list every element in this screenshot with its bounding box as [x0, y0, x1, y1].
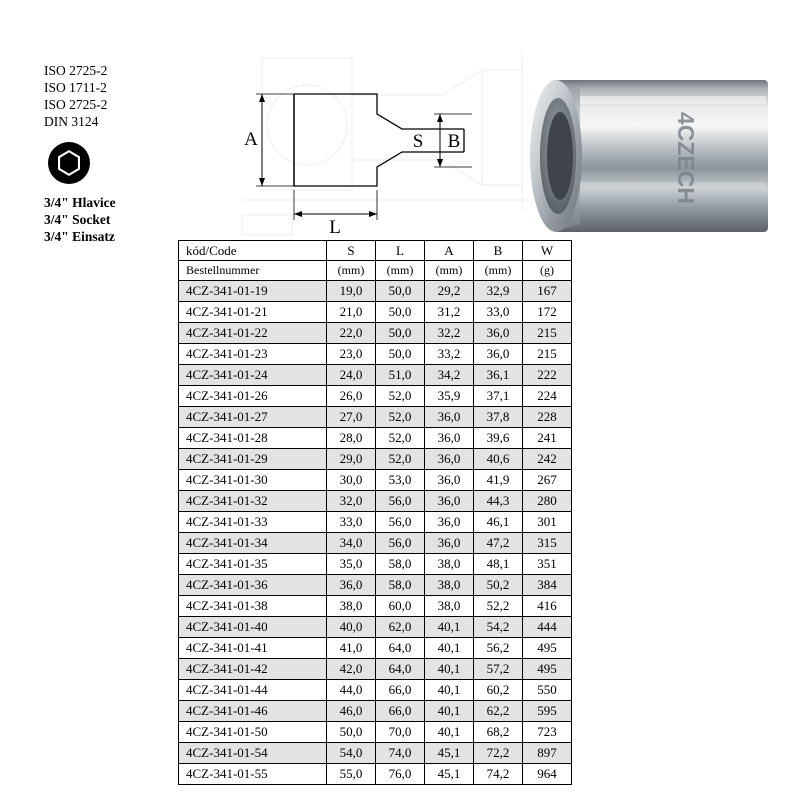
table-row[interactable]	[179, 743, 572, 764]
cell-a: 40,1	[425, 617, 474, 638]
standard-line: ISO 2725-2	[44, 63, 108, 78]
cell-b: 39,6	[474, 428, 523, 449]
cell-l: 60,0	[376, 596, 425, 617]
cell-w: 384	[523, 575, 572, 596]
cell-code: 4CZ-341-01-32	[179, 491, 327, 512]
cell-code: 4CZ-341-01-26	[179, 386, 327, 407]
cell-s: 34,0	[327, 533, 376, 554]
cell-l: 50,0	[376, 302, 425, 323]
header-b: B	[474, 241, 523, 261]
cell-w: 222	[523, 365, 572, 386]
cell-w: 351	[523, 554, 572, 575]
header-code: kód/Code	[179, 241, 327, 261]
cell-b: 36,1	[474, 365, 523, 386]
header-code-sub: Bestellnummer	[179, 261, 327, 281]
cell-a: 36,0	[425, 407, 474, 428]
table-row[interactable]	[179, 680, 572, 701]
cell-a: 45,1	[425, 743, 474, 764]
header-a: A	[425, 241, 474, 261]
cell-l: 51,0	[376, 365, 425, 386]
table-row[interactable]	[179, 701, 572, 722]
cell-w: 242	[523, 449, 572, 470]
cell-s: 36,0	[327, 575, 376, 596]
cell-code: 4CZ-341-01-50	[179, 722, 327, 743]
cell-a: 33,2	[425, 344, 474, 365]
cell-w: 964	[523, 764, 572, 785]
cell-w: 897	[523, 743, 572, 764]
cell-l: 58,0	[376, 554, 425, 575]
cell-w: 550	[523, 680, 572, 701]
dimension-label-s: S	[412, 131, 424, 152]
table-row[interactable]	[179, 659, 572, 680]
table-row[interactable]	[179, 533, 572, 554]
cell-b: 57,2	[474, 659, 523, 680]
standard-line: ISO 2725-2	[44, 97, 108, 112]
cell-w: 315	[523, 533, 572, 554]
cell-code: 4CZ-341-01-46	[179, 701, 327, 722]
cell-w: 215	[523, 344, 572, 365]
cell-s: 29,0	[327, 449, 376, 470]
cell-w: 267	[523, 470, 572, 491]
specifications-table	[178, 240, 572, 785]
cell-w: 444	[523, 617, 572, 638]
cell-a: 40,1	[425, 680, 474, 701]
product-title-de: 3/4" Einsatz	[44, 229, 115, 244]
cell-a: 36,0	[425, 449, 474, 470]
product-title-en: 3/4" Socket	[44, 212, 111, 227]
cell-code: 4CZ-341-01-35	[179, 554, 327, 575]
standards-block	[44, 62, 174, 245]
cell-b: 72,2	[474, 743, 523, 764]
cell-a: 40,1	[425, 722, 474, 743]
cell-l: 50,0	[376, 323, 425, 344]
cell-l: 56,0	[376, 533, 425, 554]
table-row[interactable]	[179, 407, 572, 428]
cell-l: 52,0	[376, 428, 425, 449]
cell-l: 70,0	[376, 722, 425, 743]
cell-l: 50,0	[376, 281, 425, 302]
cell-a: 40,1	[425, 638, 474, 659]
cell-l: 64,0	[376, 659, 425, 680]
table-row[interactable]	[179, 764, 572, 785]
cell-b: 33,0	[474, 302, 523, 323]
cell-code: 4CZ-341-01-55	[179, 764, 327, 785]
cell-s: 46,0	[327, 701, 376, 722]
table-row[interactable]	[179, 302, 572, 323]
cell-w: 215	[523, 323, 572, 344]
cell-w: 595	[523, 701, 572, 722]
product-photo	[510, 66, 772, 234]
cell-b: 52,2	[474, 596, 523, 617]
cell-w: 301	[523, 512, 572, 533]
cell-s: 23,0	[327, 344, 376, 365]
cell-l: 52,0	[376, 449, 425, 470]
cell-l: 56,0	[376, 512, 425, 533]
cell-l: 66,0	[376, 701, 425, 722]
table-row[interactable]	[179, 512, 572, 533]
table-row[interactable]	[179, 722, 572, 743]
cell-s: 33,0	[327, 512, 376, 533]
cell-w: 495	[523, 638, 572, 659]
header-a-unit: (mm)	[425, 261, 474, 281]
cell-b: 37,1	[474, 386, 523, 407]
cell-code: 4CZ-341-01-23	[179, 344, 327, 365]
cell-code: 4CZ-341-01-36	[179, 575, 327, 596]
cell-s: 30,0	[327, 470, 376, 491]
cell-l: 52,0	[376, 386, 425, 407]
cell-s: 24,0	[327, 365, 376, 386]
cell-l: 74,0	[376, 743, 425, 764]
cell-s: 55,0	[327, 764, 376, 785]
cell-a: 38,0	[425, 596, 474, 617]
cell-a: 29,2	[425, 281, 474, 302]
cell-a: 32,2	[425, 323, 474, 344]
cell-b: 50,2	[474, 575, 523, 596]
cell-a: 31,2	[425, 302, 474, 323]
cell-b: 47,2	[474, 533, 523, 554]
cell-a: 36,0	[425, 533, 474, 554]
table-row[interactable]	[179, 554, 572, 575]
cell-w: 241	[523, 428, 572, 449]
header-s: S	[327, 241, 376, 261]
header-w: W	[523, 241, 572, 261]
dimension-label-l: L	[329, 217, 341, 233]
cell-code: 4CZ-341-01-42	[179, 659, 327, 680]
cell-code: 4CZ-341-01-19	[179, 281, 327, 302]
cell-b: 41,9	[474, 470, 523, 491]
cell-code: 4CZ-341-01-22	[179, 323, 327, 344]
table-row[interactable]	[179, 344, 572, 365]
header-l-unit: (mm)	[376, 261, 425, 281]
cell-code: 4CZ-341-01-28	[179, 428, 327, 449]
cell-s: 42,0	[327, 659, 376, 680]
cell-s: 50,0	[327, 722, 376, 743]
cell-code: 4CZ-341-01-27	[179, 407, 327, 428]
table-row[interactable]	[179, 617, 572, 638]
dimension-label-a: A	[244, 129, 258, 150]
table-header-row-top	[179, 241, 572, 261]
cell-w: 172	[523, 302, 572, 323]
cell-b: 60,2	[474, 680, 523, 701]
cell-w: 224	[523, 386, 572, 407]
cell-l: 62,0	[376, 617, 425, 638]
cell-l: 53,0	[376, 470, 425, 491]
cell-w: 495	[523, 659, 572, 680]
cell-s: 21,0	[327, 302, 376, 323]
cell-l: 56,0	[376, 491, 425, 512]
cell-a: 38,0	[425, 575, 474, 596]
cell-a: 36,0	[425, 491, 474, 512]
cell-l: 58,0	[376, 575, 425, 596]
product-title-cs: 3/4" Hlavice	[44, 195, 116, 210]
table-row[interactable]	[179, 449, 572, 470]
cell-b: 36,0	[474, 323, 523, 344]
cell-code: 4CZ-341-01-30	[179, 470, 327, 491]
cell-a: 36,0	[425, 512, 474, 533]
standard-line: DIN 3124	[44, 114, 99, 129]
header-b-unit: (mm)	[474, 261, 523, 281]
cell-b: 32,9	[474, 281, 523, 302]
cell-s: 26,0	[327, 386, 376, 407]
cell-s: 38,0	[327, 596, 376, 617]
photo-brand-text: 4CZECH	[673, 111, 699, 205]
cell-s: 35,0	[327, 554, 376, 575]
cell-b: 54,2	[474, 617, 523, 638]
cell-b: 40,6	[474, 449, 523, 470]
table-row[interactable]	[179, 323, 572, 344]
table-row[interactable]	[179, 491, 572, 512]
cell-w: 167	[523, 281, 572, 302]
table-row[interactable]	[179, 365, 572, 386]
cell-w: 416	[523, 596, 572, 617]
cell-b: 46,1	[474, 512, 523, 533]
cell-code: 4CZ-341-01-54	[179, 743, 327, 764]
cell-code: 4CZ-341-01-44	[179, 680, 327, 701]
cell-code: 4CZ-341-01-40	[179, 617, 327, 638]
cell-b: 37,8	[474, 407, 523, 428]
table-row[interactable]	[179, 596, 572, 617]
cell-w: 723	[523, 722, 572, 743]
cell-b: 56,2	[474, 638, 523, 659]
cell-code: 4CZ-341-01-34	[179, 533, 327, 554]
cell-s: 40,0	[327, 617, 376, 638]
cell-s: 44,0	[327, 680, 376, 701]
table-header-row-bottom	[179, 261, 572, 281]
header-s-unit: (mm)	[327, 261, 376, 281]
table-row[interactable]	[179, 575, 572, 596]
cell-l: 52,0	[376, 407, 425, 428]
cell-b: 62,2	[474, 701, 523, 722]
cell-l: 50,0	[376, 344, 425, 365]
cell-l: 76,0	[376, 764, 425, 785]
dimension-label-b: B	[447, 131, 461, 152]
cell-b: 68,2	[474, 722, 523, 743]
cell-b: 74,2	[474, 764, 523, 785]
cell-s: 32,0	[327, 491, 376, 512]
cell-s: 22,0	[327, 323, 376, 344]
table-row[interactable]	[179, 428, 572, 449]
header-l: L	[376, 241, 425, 261]
cell-a: 38,0	[425, 554, 474, 575]
cell-code: 4CZ-341-01-24	[179, 365, 327, 386]
cell-s: 54,0	[327, 743, 376, 764]
header-w-unit: (g)	[523, 261, 572, 281]
cell-a: 36,0	[425, 428, 474, 449]
cell-s: 41,0	[327, 638, 376, 659]
cell-w: 280	[523, 491, 572, 512]
product-titles	[44, 194, 174, 245]
table-row[interactable]	[179, 470, 572, 491]
socket-dimension-drawing	[232, 48, 532, 233]
cell-s: 19,0	[327, 281, 376, 302]
cell-w: 228	[523, 407, 572, 428]
cell-a: 36,0	[425, 470, 474, 491]
cell-code: 4CZ-341-01-21	[179, 302, 327, 323]
cell-a: 45,1	[425, 764, 474, 785]
cell-code: 4CZ-341-01-41	[179, 638, 327, 659]
cell-a: 35,9	[425, 386, 474, 407]
table-row[interactable]	[179, 386, 572, 407]
cell-code: 4CZ-341-01-38	[179, 596, 327, 617]
cell-l: 66,0	[376, 680, 425, 701]
cell-b: 48,1	[474, 554, 523, 575]
cell-s: 27,0	[327, 407, 376, 428]
cell-l: 64,0	[376, 638, 425, 659]
cell-code: 4CZ-341-01-33	[179, 512, 327, 533]
cell-s: 28,0	[327, 428, 376, 449]
cell-code: 4CZ-341-01-29	[179, 449, 327, 470]
cell-a: 40,1	[425, 701, 474, 722]
table-row[interactable]	[179, 638, 572, 659]
cell-b: 44,3	[474, 491, 523, 512]
standard-line: ISO 1711-2	[44, 80, 107, 95]
cell-a: 34,2	[425, 365, 474, 386]
table-row[interactable]	[179, 281, 572, 302]
hex-socket-icon	[46, 140, 92, 186]
cell-a: 40,1	[425, 659, 474, 680]
cell-b: 36,0	[474, 344, 523, 365]
